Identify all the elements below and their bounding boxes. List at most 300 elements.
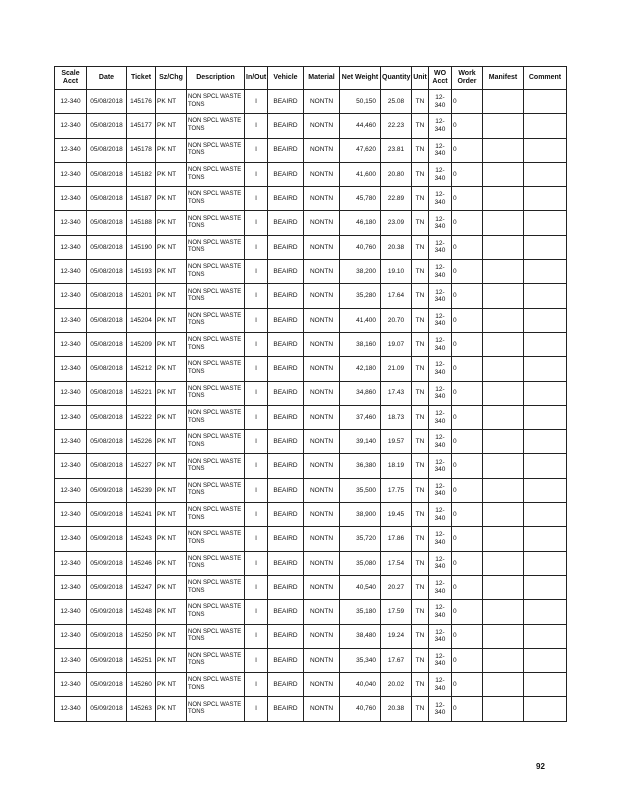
- cell-description: NON SPCL WASTE TONS: [187, 503, 245, 527]
- cell-manifest: [483, 187, 524, 211]
- cell-quantity: 20.38: [381, 697, 412, 721]
- cell-in-out: I: [245, 600, 268, 624]
- cell-net-weight: 36,380: [340, 454, 381, 478]
- cell-date: 05/08/2018: [87, 381, 127, 405]
- cell-net-weight: 45,780: [340, 187, 381, 211]
- cell-vehicle: BEAIRD: [268, 114, 304, 138]
- cell-description: NON SPCL WASTE TONS: [187, 381, 245, 405]
- cell-work-order: 0: [452, 284, 483, 308]
- cell-net-weight: 35,280: [340, 284, 381, 308]
- cell-quantity: 20.70: [381, 308, 412, 332]
- cell-date: 05/08/2018: [87, 284, 127, 308]
- cell-vehicle: BEAIRD: [268, 697, 304, 721]
- cell-comment: [524, 527, 567, 551]
- cell-material: NONTN: [304, 138, 340, 162]
- table-row: [55, 697, 567, 721]
- cell-in-out: I: [245, 357, 268, 381]
- col-unit: Unit: [412, 67, 429, 90]
- cell-wo-acct: 12-340: [429, 624, 452, 648]
- cell-description: NON SPCL WASTE TONS: [187, 211, 245, 235]
- cell-description: NON SPCL WASTE TONS: [187, 187, 245, 211]
- cell-material: NONTN: [304, 284, 340, 308]
- cell-comment: [524, 624, 567, 648]
- cell-unit: TN: [412, 600, 429, 624]
- cell-vehicle: BEAIRD: [268, 162, 304, 186]
- cell-vehicle: BEAIRD: [268, 381, 304, 405]
- cell-description: NON SPCL WASTE TONS: [187, 332, 245, 356]
- cell-scale-acct: 12-340: [55, 308, 87, 332]
- cell-ticket: 145193: [127, 260, 156, 284]
- cell-unit: TN: [412, 260, 429, 284]
- cell-quantity: 18.73: [381, 405, 412, 429]
- cell-description: NON SPCL WASTE TONS: [187, 405, 245, 429]
- cell-material: NONTN: [304, 308, 340, 332]
- cell-wo-acct: 12-340: [429, 211, 452, 235]
- cell-description: NON SPCL WASTE TONS: [187, 114, 245, 138]
- cell-sz-chg: PK NT: [156, 454, 187, 478]
- cell-wo-acct: 12-340: [429, 332, 452, 356]
- cell-scale-acct: 12-340: [55, 575, 87, 599]
- cell-manifest: [483, 527, 524, 551]
- cell-work-order: 0: [452, 162, 483, 186]
- cell-quantity: 19.10: [381, 260, 412, 284]
- cell-comment: [524, 454, 567, 478]
- cell-sz-chg: PK NT: [156, 381, 187, 405]
- cell-comment: [524, 260, 567, 284]
- cell-in-out: I: [245, 138, 268, 162]
- cell-date: 05/09/2018: [87, 503, 127, 527]
- cell-vehicle: BEAIRD: [268, 138, 304, 162]
- cell-wo-acct: 12-340: [429, 551, 452, 575]
- cell-description: NON SPCL WASTE TONS: [187, 90, 245, 114]
- cell-ticket: 145176: [127, 90, 156, 114]
- cell-scale-acct: 12-340: [55, 138, 87, 162]
- cell-net-weight: 34,860: [340, 381, 381, 405]
- cell-manifest: [483, 405, 524, 429]
- cell-vehicle: BEAIRD: [268, 478, 304, 502]
- cell-ticket: 145227: [127, 454, 156, 478]
- page-number: 92: [536, 762, 545, 771]
- cell-wo-acct: 12-340: [429, 503, 452, 527]
- cell-sz-chg: PK NT: [156, 648, 187, 672]
- cell-unit: TN: [412, 284, 429, 308]
- cell-sz-chg: PK NT: [156, 260, 187, 284]
- cell-work-order: 0: [452, 527, 483, 551]
- cell-net-weight: 41,600: [340, 162, 381, 186]
- table-row: [55, 673, 567, 697]
- cell-quantity: 17.54: [381, 551, 412, 575]
- cell-wo-acct: 12-340: [429, 90, 452, 114]
- cell-sz-chg: PK NT: [156, 211, 187, 235]
- cell-manifest: [483, 114, 524, 138]
- cell-sz-chg: PK NT: [156, 527, 187, 551]
- cell-comment: [524, 332, 567, 356]
- cell-wo-acct: 12-340: [429, 478, 452, 502]
- cell-work-order: 0: [452, 430, 483, 454]
- cell-unit: TN: [412, 138, 429, 162]
- cell-sz-chg: PK NT: [156, 235, 187, 259]
- cell-comment: [524, 357, 567, 381]
- cell-wo-acct: 12-340: [429, 600, 452, 624]
- cell-ticket: 145201: [127, 284, 156, 308]
- cell-vehicle: BEAIRD: [268, 90, 304, 114]
- cell-date: 05/09/2018: [87, 478, 127, 502]
- cell-unit: TN: [412, 162, 429, 186]
- cell-wo-acct: 12-340: [429, 357, 452, 381]
- cell-description: NON SPCL WASTE TONS: [187, 138, 245, 162]
- cell-quantity: 19.45: [381, 503, 412, 527]
- cell-comment: [524, 211, 567, 235]
- col-date: Date: [87, 67, 127, 90]
- cell-quantity: 17.59: [381, 600, 412, 624]
- cell-ticket: 145260: [127, 673, 156, 697]
- cell-sz-chg: PK NT: [156, 551, 187, 575]
- cell-sz-chg: PK NT: [156, 187, 187, 211]
- cell-description: NON SPCL WASTE TONS: [187, 478, 245, 502]
- table-row: [55, 187, 567, 211]
- cell-ticket: 145226: [127, 430, 156, 454]
- cell-description: NON SPCL WASTE TONS: [187, 527, 245, 551]
- col-vehicle: Vehicle: [268, 67, 304, 90]
- cell-scale-acct: 12-340: [55, 90, 87, 114]
- cell-manifest: [483, 478, 524, 502]
- cell-description: NON SPCL WASTE TONS: [187, 308, 245, 332]
- cell-manifest: [483, 332, 524, 356]
- cell-work-order: 0: [452, 551, 483, 575]
- cell-date: 05/09/2018: [87, 648, 127, 672]
- cell-comment: [524, 430, 567, 454]
- cell-comment: [524, 162, 567, 186]
- cell-in-out: I: [245, 211, 268, 235]
- cell-ticket: 145187: [127, 187, 156, 211]
- cell-unit: TN: [412, 381, 429, 405]
- header-row: [55, 67, 567, 90]
- cell-description: NON SPCL WASTE TONS: [187, 357, 245, 381]
- cell-in-out: I: [245, 405, 268, 429]
- cell-comment: [524, 114, 567, 138]
- cell-net-weight: 39,140: [340, 430, 381, 454]
- cell-wo-acct: 12-340: [429, 260, 452, 284]
- cell-quantity: 17.64: [381, 284, 412, 308]
- cell-comment: [524, 575, 567, 599]
- cell-date: 05/08/2018: [87, 235, 127, 259]
- cell-material: NONTN: [304, 575, 340, 599]
- cell-in-out: I: [245, 503, 268, 527]
- cell-material: NONTN: [304, 90, 340, 114]
- table-row: [55, 478, 567, 502]
- cell-net-weight: 38,900: [340, 503, 381, 527]
- cell-wo-acct: 12-340: [429, 405, 452, 429]
- cell-net-weight: 47,620: [340, 138, 381, 162]
- cell-work-order: 0: [452, 211, 483, 235]
- cell-vehicle: BEAIRD: [268, 600, 304, 624]
- cell-date: 05/08/2018: [87, 405, 127, 429]
- cell-material: NONTN: [304, 551, 340, 575]
- table-row: [55, 260, 567, 284]
- cell-work-order: 0: [452, 600, 483, 624]
- cell-unit: TN: [412, 357, 429, 381]
- cell-description: NON SPCL WASTE TONS: [187, 600, 245, 624]
- cell-net-weight: 40,760: [340, 235, 381, 259]
- cell-ticket: 145188: [127, 211, 156, 235]
- cell-quantity: 22.89: [381, 187, 412, 211]
- col-material: Material: [304, 67, 340, 90]
- cell-in-out: I: [245, 260, 268, 284]
- cell-scale-acct: 12-340: [55, 454, 87, 478]
- cell-unit: TN: [412, 90, 429, 114]
- cell-net-weight: 41,400: [340, 308, 381, 332]
- cell-quantity: 23.81: [381, 138, 412, 162]
- cell-quantity: 22.23: [381, 114, 412, 138]
- cell-manifest: [483, 284, 524, 308]
- cell-sz-chg: PK NT: [156, 478, 187, 502]
- cell-sz-chg: PK NT: [156, 308, 187, 332]
- cell-vehicle: BEAIRD: [268, 430, 304, 454]
- cell-scale-acct: 12-340: [55, 697, 87, 721]
- table-row: [55, 90, 567, 114]
- cell-sz-chg: PK NT: [156, 600, 187, 624]
- cell-sz-chg: PK NT: [156, 114, 187, 138]
- cell-sz-chg: PK NT: [156, 673, 187, 697]
- cell-comment: [524, 187, 567, 211]
- cell-vehicle: BEAIRD: [268, 332, 304, 356]
- cell-sz-chg: PK NT: [156, 503, 187, 527]
- cell-material: NONTN: [304, 235, 340, 259]
- cell-net-weight: 50,150: [340, 90, 381, 114]
- cell-scale-acct: 12-340: [55, 430, 87, 454]
- cell-unit: TN: [412, 527, 429, 551]
- cell-ticket: 145212: [127, 357, 156, 381]
- cell-unit: TN: [412, 478, 429, 502]
- cell-comment: [524, 478, 567, 502]
- cell-unit: TN: [412, 187, 429, 211]
- cell-description: NON SPCL WASTE TONS: [187, 430, 245, 454]
- cell-comment: [524, 308, 567, 332]
- cell-work-order: 0: [452, 308, 483, 332]
- cell-ticket: 145182: [127, 162, 156, 186]
- cell-manifest: [483, 600, 524, 624]
- cell-vehicle: BEAIRD: [268, 357, 304, 381]
- cell-wo-acct: 12-340: [429, 430, 452, 454]
- cell-vehicle: BEAIRD: [268, 308, 304, 332]
- table-row: [55, 454, 567, 478]
- cell-net-weight: 46,180: [340, 211, 381, 235]
- cell-unit: TN: [412, 503, 429, 527]
- cell-material: NONTN: [304, 454, 340, 478]
- cell-description: NON SPCL WASTE TONS: [187, 454, 245, 478]
- cell-ticket: 145247: [127, 575, 156, 599]
- cell-unit: TN: [412, 454, 429, 478]
- cell-sz-chg: PK NT: [156, 332, 187, 356]
- cell-unit: TN: [412, 308, 429, 332]
- cell-manifest: [483, 235, 524, 259]
- cell-manifest: [483, 551, 524, 575]
- cell-description: NON SPCL WASTE TONS: [187, 260, 245, 284]
- cell-quantity: 23.09: [381, 211, 412, 235]
- cell-wo-acct: 12-340: [429, 187, 452, 211]
- cell-in-out: I: [245, 697, 268, 721]
- cell-quantity: 20.02: [381, 673, 412, 697]
- cell-description: NON SPCL WASTE TONS: [187, 697, 245, 721]
- cell-work-order: 0: [452, 478, 483, 502]
- cell-in-out: I: [245, 648, 268, 672]
- cell-scale-acct: 12-340: [55, 551, 87, 575]
- table-row: [55, 648, 567, 672]
- cell-sz-chg: PK NT: [156, 430, 187, 454]
- col-in-out: In/Out: [245, 67, 268, 90]
- cell-manifest: [483, 503, 524, 527]
- cell-vehicle: BEAIRD: [268, 405, 304, 429]
- cell-description: NON SPCL WASTE TONS: [187, 673, 245, 697]
- cell-work-order: 0: [452, 235, 483, 259]
- table-row: [55, 138, 567, 162]
- cell-quantity: 20.38: [381, 235, 412, 259]
- cell-in-out: I: [245, 551, 268, 575]
- cell-description: NON SPCL WASTE TONS: [187, 648, 245, 672]
- cell-quantity: 20.80: [381, 162, 412, 186]
- cell-scale-acct: 12-340: [55, 503, 87, 527]
- cell-date: 05/08/2018: [87, 90, 127, 114]
- cell-net-weight: 40,540: [340, 575, 381, 599]
- cell-unit: TN: [412, 551, 429, 575]
- cell-wo-acct: 12-340: [429, 162, 452, 186]
- cell-date: 05/09/2018: [87, 697, 127, 721]
- cell-in-out: I: [245, 478, 268, 502]
- col-sz-chg: Sz/Chg: [156, 67, 187, 90]
- cell-date: 05/08/2018: [87, 114, 127, 138]
- cell-wo-acct: 12-340: [429, 527, 452, 551]
- col-manifest: Manifest: [483, 67, 524, 90]
- cell-date: 05/09/2018: [87, 551, 127, 575]
- cell-date: 05/08/2018: [87, 162, 127, 186]
- cell-wo-acct: 12-340: [429, 673, 452, 697]
- cell-manifest: [483, 308, 524, 332]
- cell-sz-chg: PK NT: [156, 90, 187, 114]
- cell-work-order: 0: [452, 90, 483, 114]
- cell-comment: [524, 503, 567, 527]
- table-row: [55, 624, 567, 648]
- cell-scale-acct: 12-340: [55, 187, 87, 211]
- ticket-sheet: [54, 66, 566, 722]
- cell-in-out: I: [245, 381, 268, 405]
- cell-wo-acct: 12-340: [429, 308, 452, 332]
- cell-comment: [524, 381, 567, 405]
- table-row: [55, 575, 567, 599]
- cell-ticket: 145248: [127, 600, 156, 624]
- cell-manifest: [483, 357, 524, 381]
- cell-ticket: 145209: [127, 332, 156, 356]
- cell-ticket: 145204: [127, 308, 156, 332]
- cell-scale-acct: 12-340: [55, 405, 87, 429]
- cell-scale-acct: 12-340: [55, 332, 87, 356]
- cell-in-out: I: [245, 114, 268, 138]
- table-row: [55, 600, 567, 624]
- cell-vehicle: BEAIRD: [268, 187, 304, 211]
- cell-material: NONTN: [304, 503, 340, 527]
- cell-scale-acct: 12-340: [55, 624, 87, 648]
- cell-unit: TN: [412, 624, 429, 648]
- cell-work-order: 0: [452, 357, 483, 381]
- cell-ticket: 145243: [127, 527, 156, 551]
- cell-vehicle: BEAIRD: [268, 575, 304, 599]
- cell-in-out: I: [245, 162, 268, 186]
- table-row: [55, 381, 567, 405]
- cell-net-weight: 38,200: [340, 260, 381, 284]
- cell-manifest: [483, 697, 524, 721]
- cell-in-out: I: [245, 308, 268, 332]
- cell-date: 05/08/2018: [87, 187, 127, 211]
- cell-net-weight: 40,760: [340, 697, 381, 721]
- cell-description: NON SPCL WASTE TONS: [187, 162, 245, 186]
- cell-in-out: I: [245, 284, 268, 308]
- cell-manifest: [483, 90, 524, 114]
- cell-material: NONTN: [304, 527, 340, 551]
- cell-sz-chg: PK NT: [156, 138, 187, 162]
- table-row: [55, 551, 567, 575]
- cell-scale-acct: 12-340: [55, 357, 87, 381]
- cell-net-weight: 35,340: [340, 648, 381, 672]
- cell-work-order: 0: [452, 648, 483, 672]
- cell-work-order: 0: [452, 454, 483, 478]
- cell-unit: TN: [412, 332, 429, 356]
- cell-vehicle: BEAIRD: [268, 551, 304, 575]
- cell-scale-acct: 12-340: [55, 260, 87, 284]
- cell-material: NONTN: [304, 624, 340, 648]
- cell-vehicle: BEAIRD: [268, 648, 304, 672]
- cell-sz-chg: PK NT: [156, 697, 187, 721]
- cell-quantity: 19.07: [381, 332, 412, 356]
- cell-date: 05/08/2018: [87, 211, 127, 235]
- cell-wo-acct: 12-340: [429, 114, 452, 138]
- cell-manifest: [483, 138, 524, 162]
- cell-comment: [524, 551, 567, 575]
- cell-ticket: 145190: [127, 235, 156, 259]
- cell-vehicle: BEAIRD: [268, 211, 304, 235]
- cell-wo-acct: 12-340: [429, 381, 452, 405]
- cell-unit: TN: [412, 648, 429, 672]
- cell-description: NON SPCL WASTE TONS: [187, 575, 245, 599]
- cell-quantity: 19.57: [381, 430, 412, 454]
- table-row: [55, 527, 567, 551]
- cell-material: NONTN: [304, 673, 340, 697]
- cell-work-order: 0: [452, 138, 483, 162]
- cell-scale-acct: 12-340: [55, 235, 87, 259]
- cell-work-order: 0: [452, 405, 483, 429]
- cell-net-weight: 37,460: [340, 405, 381, 429]
- cell-wo-acct: 12-340: [429, 575, 452, 599]
- cell-ticket: 145250: [127, 624, 156, 648]
- cell-work-order: 0: [452, 503, 483, 527]
- cell-wo-acct: 12-340: [429, 697, 452, 721]
- cell-net-weight: 35,500: [340, 478, 381, 502]
- table-row: [55, 308, 567, 332]
- cell-material: NONTN: [304, 211, 340, 235]
- cell-material: NONTN: [304, 260, 340, 284]
- cell-comment: [524, 235, 567, 259]
- cell-in-out: I: [245, 575, 268, 599]
- cell-comment: [524, 648, 567, 672]
- cell-work-order: 0: [452, 673, 483, 697]
- cell-manifest: [483, 648, 524, 672]
- cell-manifest: [483, 575, 524, 599]
- cell-net-weight: 38,480: [340, 624, 381, 648]
- cell-in-out: I: [245, 332, 268, 356]
- cell-vehicle: BEAIRD: [268, 235, 304, 259]
- cell-scale-acct: 12-340: [55, 648, 87, 672]
- cell-manifest: [483, 454, 524, 478]
- cell-work-order: 0: [452, 624, 483, 648]
- cell-vehicle: BEAIRD: [268, 284, 304, 308]
